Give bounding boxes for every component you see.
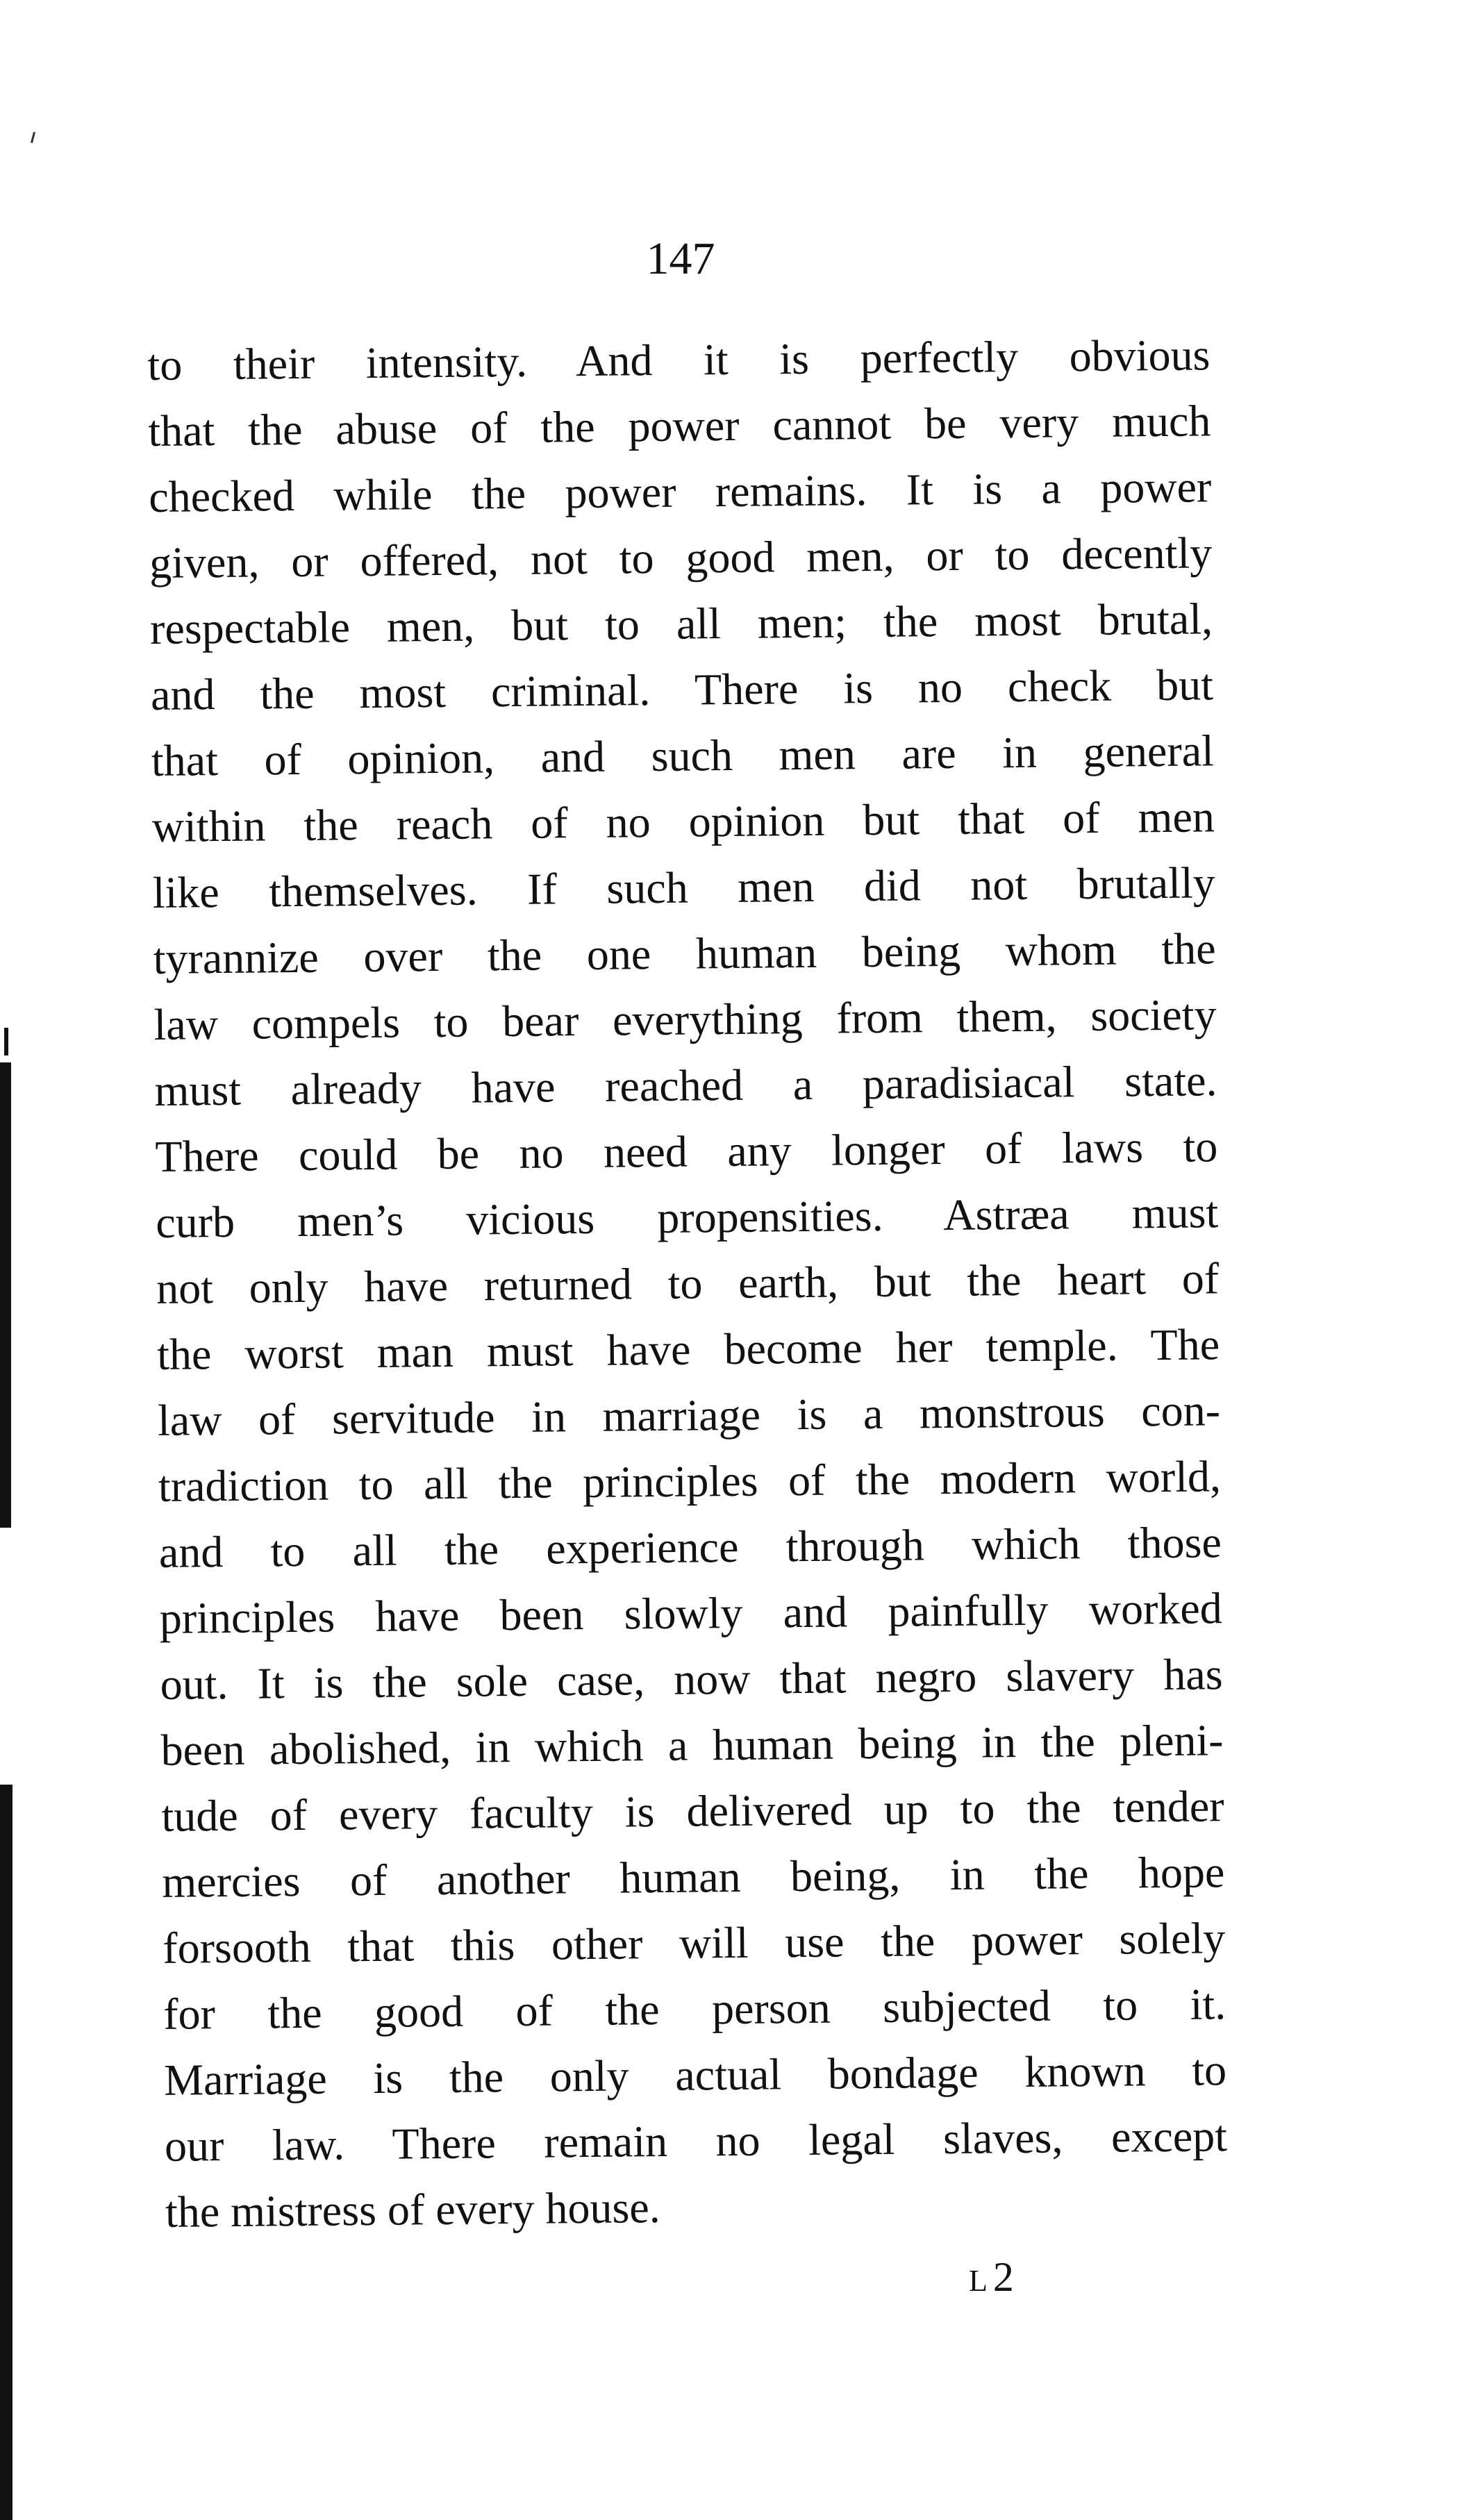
text-line: the mistress of every house. [165, 2183, 661, 2237]
text-line: within the reach of no opinion but that of men [151, 792, 1215, 851]
text-line: curb men’s vicious propensities. Astræa must [155, 1187, 1219, 1247]
signature-number: 2 [992, 2254, 1020, 2300]
page-number: 147 [646, 233, 715, 284]
text-line: out. It is the sole case, now that negro slavery has [160, 1649, 1223, 1709]
scan-edge-shadow [4, 1028, 8, 1055]
scan-edge-shadow [0, 1785, 13, 2520]
text-line: our law. There remain no legal slaves, except [164, 2111, 1228, 2171]
text-line: principles have been slowly and painfully worked [159, 1583, 1223, 1643]
text-line: must already have reached a paradisiacal state. [154, 1055, 1217, 1115]
text-line: been abolished, in which a human being in the pleni- [160, 1715, 1224, 1775]
text-line: mercies of another human being, in the hope [162, 1847, 1225, 1907]
text-line: that the abuse of the power cannot be very much [148, 396, 1211, 456]
text-line: tradiction to all the principles of the modern world, [158, 1451, 1222, 1511]
text-line: not only have returned to earth, but the heart of [156, 1253, 1220, 1313]
scan-edge-shadow [0, 1062, 11, 1528]
text-line: for the good of the person subjected to it. [163, 1979, 1226, 2039]
text-line: checked while the power remains. It is a power [148, 462, 1212, 521]
text-line: tyrannize over the one human being whom the [153, 924, 1216, 983]
signature-mark [969, 2253, 1020, 2301]
text-line: that of opinion, and such men are in general [151, 726, 1215, 785]
signature-letter: L [969, 2264, 993, 2298]
text-line: given, or offered, not to good men, or to decently [149, 528, 1213, 587]
text-line: law compels to bear everything from them, society [153, 990, 1217, 1049]
text-line: Marriage is the only actual bondage known to [163, 2045, 1227, 2105]
body-text [147, 322, 1228, 2245]
text-line: and to all the experience through which those [158, 1517, 1222, 1577]
text-line: the worst man must have become her temple. The [156, 1319, 1220, 1379]
text-line: respectable men, but to all men; the most brutal, [149, 594, 1213, 653]
text-line: tude of every faculty is delivered up to the tender [161, 1781, 1224, 1841]
text-line: law of servitude in marriage is a monstrous con- [157, 1385, 1221, 1445]
text-line: to their intensity. And it is perfectly obvious [147, 330, 1211, 390]
text-line: There could be no need any longer of laws to [155, 1121, 1218, 1181]
scan-mark [31, 132, 35, 143]
text-line: forsooth that this other will use the power solely [163, 1913, 1226, 1973]
text-line: like themselves. If such men did not brutally [152, 858, 1216, 917]
text-line: and the most criminal. There is no check but [150, 660, 1214, 719]
